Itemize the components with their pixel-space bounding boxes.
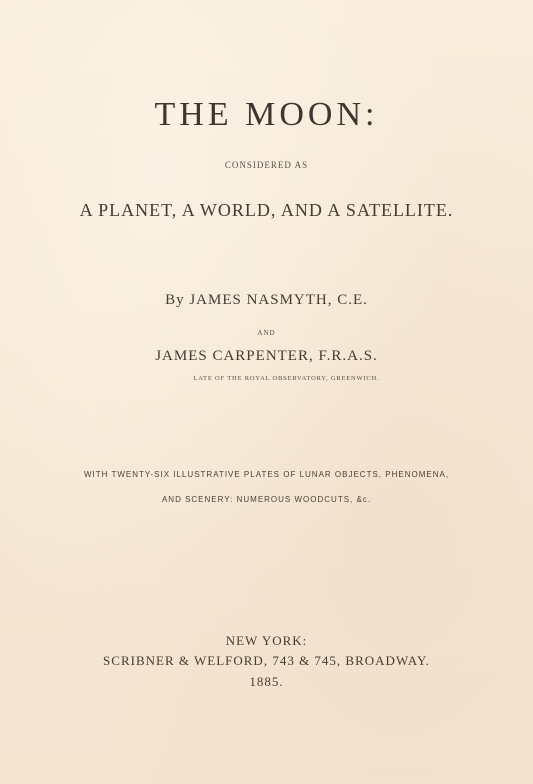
publication-year: 1885. — [249, 674, 284, 689]
and-text: AND — [257, 329, 276, 337]
author-nasmyth: By JAMES NASMYTH, C.E. — [165, 292, 368, 308]
plates-description-line2: AND SCENERY: NUMEROUS WOODCUTS, &c. — [161, 495, 372, 504]
author-carpenter: JAMES CARPENTER, F.R.A.S. — [155, 348, 378, 364]
book-title: THE MOON: — [154, 96, 379, 133]
publisher: SCRIBNER & WELFORD, 743 & 745, BROADWAY. — [103, 653, 430, 668]
publication-city: NEW YORK: — [225, 633, 308, 648]
considered-as-text: CONSIDERED AS — [224, 160, 309, 170]
author-affiliation: LATE OF THE ROYAL OBSERVATORY, GREENWICH. — [193, 375, 380, 382]
book-subtitle: A PLANET, A WORLD, AND A SATELLITE. — [79, 200, 454, 220]
plates-description-line1: WITH TWENTY-SIX ILLUSTRATIVE PLATES OF LUNAR OBJECTS, PHENOMENA, — [83, 470, 450, 479]
